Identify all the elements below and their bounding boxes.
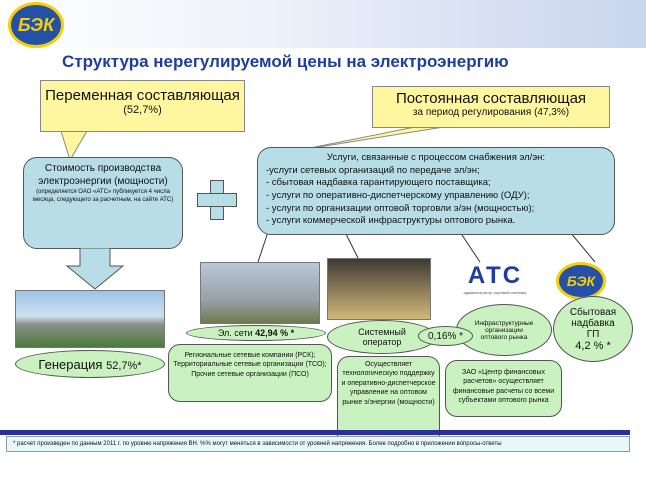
- cost-main: Стоимость производства электроэнергии (мощности): [38, 163, 168, 187]
- markup-ellipse: [553, 296, 633, 362]
- service-item: - сбытовая надбавка гарантирующего поставщика;: [266, 177, 491, 189]
- service-item: - услуги коммерческой инфраструктуры оптового рынка.: [266, 215, 516, 227]
- services-title: Услуги, связанные с процессом снабжения эл/эн:: [326, 152, 546, 163]
- grids-pct: 42,94 % *: [255, 328, 295, 338]
- power-plant-photo: [15, 290, 165, 348]
- generation-pct: 52,7%*: [106, 359, 142, 372]
- slide-title: Структура нерегулируемой цены на электроэнергию: [62, 52, 509, 71]
- cost-note: (определяется ОАО «АТС» публикуется 4 числа месяца, следующего за расчетным, на сайте АТС): [32, 189, 174, 204]
- constant-title: Постоянная составляющая: [395, 90, 587, 107]
- infra-ellipse: [456, 304, 552, 356]
- generation-ellipse: [15, 350, 165, 378]
- so-desc: Осуществляет технологическую поддержку и оперативно-диспетчерское управление на оптовом рынке э/энергии (мощности): [337, 356, 440, 452]
- grids-desc: Региональные сетевые компании (РСК); Территориальные сетевые организации (ТСО); Прочие сетевые организации (ПСО): [168, 344, 332, 402]
- service-item: - услуги по оперативно-диспетчерскому управлению (ОДУ);: [266, 189, 530, 201]
- grids-ellipse: [186, 325, 326, 341]
- down-arrow-icon: [65, 248, 125, 290]
- bek-logo-small: БЭК: [556, 262, 606, 300]
- grids-label: Эл. сети: [217, 328, 253, 338]
- variable-title: Переменная составляющая: [45, 87, 240, 104]
- infra-label: Инфраструктурные организации оптового рынка: [474, 319, 534, 341]
- plus-icon: [197, 180, 237, 220]
- variable-pct: (52,7%): [123, 104, 162, 116]
- constant-component-callout: [372, 86, 610, 128]
- ats-logo-sub: администратор торговой системы: [463, 290, 527, 295]
- services-box: [257, 147, 615, 235]
- generation-label: Генерация: [38, 356, 103, 372]
- so-pct-ellipse: [418, 326, 473, 346]
- ats-logo-text: АТС: [467, 262, 523, 289]
- service-item: -услуги сетевых организаций по передаче эл/эн;: [266, 164, 480, 176]
- company-logo: БЭК: [8, 2, 64, 48]
- constant-sub: за период регулирования (47,3%): [412, 107, 570, 118]
- markup-label: Сбытовая надбавка ГП: [569, 306, 617, 340]
- ats-logo: [455, 262, 535, 302]
- control-room-photo: [327, 258, 431, 320]
- so-pct: 0,16% *: [427, 330, 464, 342]
- variable-component-callout: [40, 80, 245, 132]
- footer-bar: [0, 430, 630, 435]
- infra-desc: ЗАО «Центр финансовых расчетов» осуществляет финансовые расчеты со всеми субъектами оптового рынка: [445, 360, 562, 417]
- so-label: Системный оператор: [358, 327, 406, 347]
- markup-pct: 4,2 % *: [575, 339, 611, 352]
- production-cost-box: [23, 157, 183, 249]
- footnote: * расчет произведен по данным 2011 г. по уровню напряжения ВН. %% могут меняться в зависимости от уровней напряжения. Более подробно в приложении вопросы-ответы: [6, 436, 630, 452]
- power-lines-photo: [200, 262, 320, 324]
- service-item: - услуги по организации оптовой торговли э/эн (мощностью);: [266, 202, 535, 214]
